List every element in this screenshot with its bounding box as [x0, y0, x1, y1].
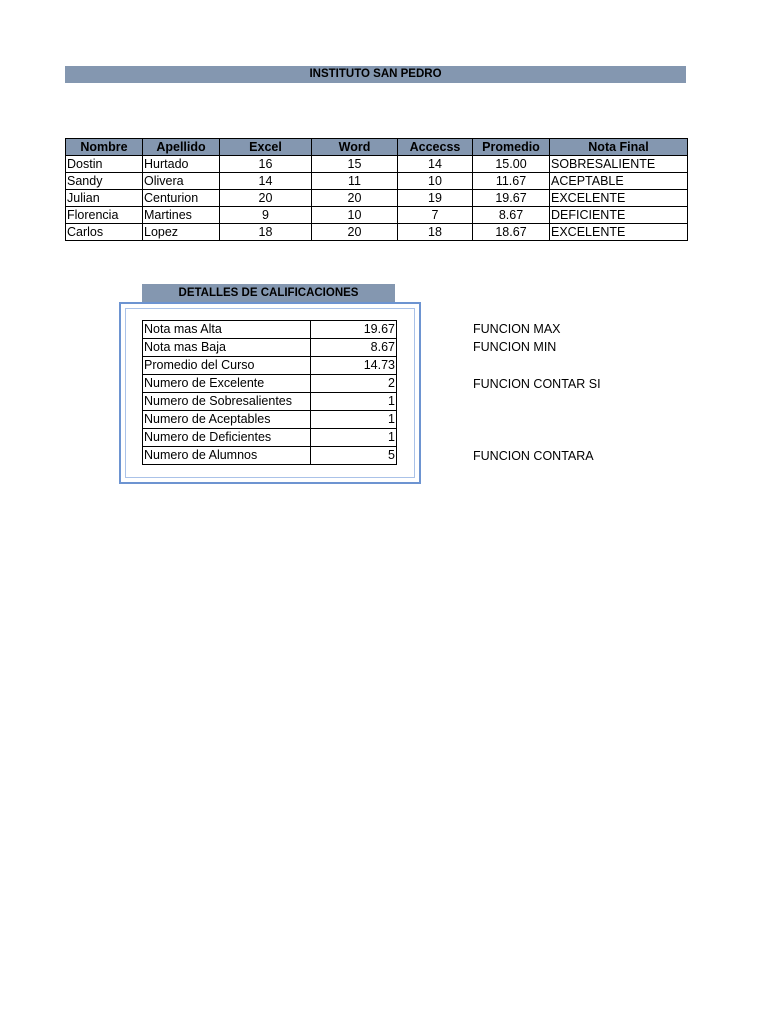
detail-label[interactable]: Promedio del Curso	[143, 357, 311, 375]
details-row	[143, 447, 397, 465]
cell-excel[interactable]: 9	[220, 207, 312, 224]
details-table	[142, 320, 397, 465]
cell-accecss[interactable]: 14	[398, 156, 473, 173]
table-row	[66, 190, 688, 207]
cell-word[interactable]: 11	[312, 173, 398, 190]
cell-apellido[interactable]: Centurion	[143, 190, 220, 207]
cell-nombre[interactable]: Carlos	[66, 224, 143, 241]
detail-value[interactable]: 8.67	[311, 339, 397, 357]
header-nombre[interactable]: Nombre	[66, 139, 143, 156]
cell-apellido[interactable]: Olivera	[143, 173, 220, 190]
cell-excel[interactable]: 14	[220, 173, 312, 190]
cell-accecss[interactable]: 19	[398, 190, 473, 207]
details-row	[143, 393, 397, 411]
detail-value[interactable]: 1	[311, 393, 397, 411]
detail-label[interactable]: Nota mas Baja	[143, 339, 311, 357]
function-max-label[interactable]: FUNCION MAX	[473, 322, 561, 336]
cell-nota-final[interactable]: EXCELENTE	[550, 190, 688, 207]
cell-excel[interactable]: 16	[220, 156, 312, 173]
cell-apellido[interactable]: Hurtado	[143, 156, 220, 173]
cell-promedio[interactable]: 11.67	[473, 173, 550, 190]
cell-excel[interactable]: 20	[220, 190, 312, 207]
cell-nota-final[interactable]: DEFICIENTE	[550, 207, 688, 224]
detail-value[interactable]: 1	[311, 429, 397, 447]
detail-label[interactable]: Numero de Sobresalientes	[143, 393, 311, 411]
cell-promedio[interactable]: 19.67	[473, 190, 550, 207]
cell-nombre[interactable]: Julian	[66, 190, 143, 207]
cell-apellido[interactable]: Martines	[143, 207, 220, 224]
header-accecss[interactable]: Accecss	[398, 139, 473, 156]
details-row	[143, 429, 397, 447]
details-row	[143, 411, 397, 429]
cell-nota-final[interactable]: ACEPTABLE	[550, 173, 688, 190]
cell-accecss[interactable]: 7	[398, 207, 473, 224]
header-apellido[interactable]: Apellido	[143, 139, 220, 156]
header-excel[interactable]: Excel	[220, 139, 312, 156]
detail-value[interactable]: 1	[311, 411, 397, 429]
grades-table	[65, 138, 688, 241]
cell-word[interactable]: 20	[312, 224, 398, 241]
details-row	[143, 357, 397, 375]
cell-promedio[interactable]: 15.00	[473, 156, 550, 173]
detail-value[interactable]: 14.73	[311, 357, 397, 375]
cell-nota-final[interactable]: SOBRESALIENTE	[550, 156, 688, 173]
table-row	[66, 156, 688, 173]
table-row	[66, 207, 688, 224]
cell-nombre[interactable]: Dostin	[66, 156, 143, 173]
cell-word[interactable]: 15	[312, 156, 398, 173]
sheet-title: INSTITUTO SAN PEDRO	[65, 66, 686, 83]
table-row	[66, 173, 688, 190]
cell-accecss[interactable]: 10	[398, 173, 473, 190]
cell-nota-final[interactable]: EXCELENTE	[550, 224, 688, 241]
detail-label[interactable]: Numero de Alumnos	[143, 447, 311, 465]
header-word[interactable]: Word	[312, 139, 398, 156]
detail-label[interactable]: Numero de Aceptables	[143, 411, 311, 429]
cell-word[interactable]: 20	[312, 190, 398, 207]
table-row	[66, 224, 688, 241]
cell-nombre[interactable]: Florencia	[66, 207, 143, 224]
detail-label[interactable]: Nota mas Alta	[143, 321, 311, 339]
details-row	[143, 339, 397, 357]
cell-apellido[interactable]: Lopez	[143, 224, 220, 241]
header-nota-final[interactable]: Nota Final	[550, 139, 688, 156]
header-promedio[interactable]: Promedio	[473, 139, 550, 156]
detail-value[interactable]: 19.67	[311, 321, 397, 339]
grades-header-row	[66, 139, 688, 156]
function-contar-si-label[interactable]: FUNCION CONTAR SI	[473, 377, 601, 391]
details-row	[143, 375, 397, 393]
detail-label[interactable]: Numero de Deficientes	[143, 429, 311, 447]
details-row	[143, 321, 397, 339]
cell-accecss[interactable]: 18	[398, 224, 473, 241]
cell-promedio[interactable]: 18.67	[473, 224, 550, 241]
function-min-label[interactable]: FUNCION MIN	[473, 340, 557, 354]
cell-word[interactable]: 10	[312, 207, 398, 224]
detail-label[interactable]: Numero de Excelente	[143, 375, 311, 393]
details-title: DETALLES DE CALIFICACIONES	[142, 284, 395, 302]
cell-promedio[interactable]: 8.67	[473, 207, 550, 224]
detail-value[interactable]: 2	[311, 375, 397, 393]
cell-excel[interactable]: 18	[220, 224, 312, 241]
function-contara-label[interactable]: FUNCION CONTARA	[473, 449, 594, 463]
cell-nombre[interactable]: Sandy	[66, 173, 143, 190]
detail-value[interactable]: 5	[311, 447, 397, 465]
